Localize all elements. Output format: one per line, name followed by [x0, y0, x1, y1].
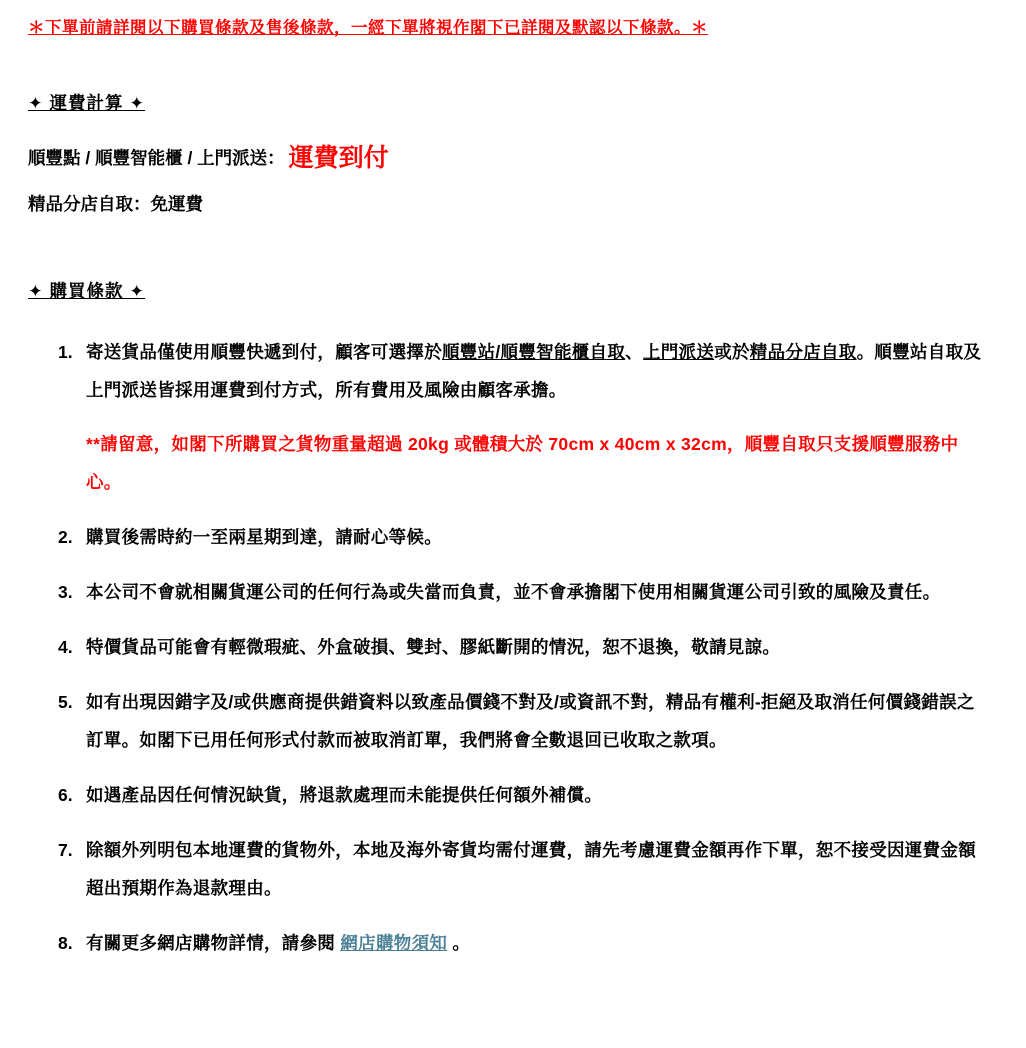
store-pickup-line: 精品分店自取：免運費 [28, 194, 203, 214]
term-4-text: 特價貨品可能會有輕微瑕疵、外盒破損、雙封、膠紙斷開的情況，恕不退換，敬請見諒。 [86, 637, 781, 657]
term-8-text [86, 924, 988, 962]
term-1-seg-0: 寄送貨品僅使用順豐快遞到付，顧客可選擇於 [86, 342, 442, 362]
shipping-section-title: ✦ 運費計算 ✦ [28, 93, 146, 113]
term-8-number: 8. [58, 933, 73, 953]
term-1-text [86, 333, 988, 409]
term-1-seg-sf-pickup: 順豐站/順豐智能櫃自取 [442, 342, 626, 362]
term-4-number: 4. [58, 637, 73, 657]
term-3-text: 本公司不會就相關貨運公司的任何行為或失當而負責，並不會承擔閣下使用相關貨運公司引致的風險及責任。 [86, 582, 941, 602]
terms-list [28, 333, 998, 962]
term-item-3 [28, 573, 998, 611]
term-4-body [86, 628, 988, 666]
term-item-7 [28, 831, 998, 907]
term-5-number: 5. [58, 692, 73, 712]
term-2-number: 2. [58, 527, 73, 547]
term-1-number: 1. [58, 342, 73, 362]
term-1-seg-home-delivery: 上門派送 [642, 342, 715, 362]
term-6-text: 如遇產品因任何情況缺貨，將退款處理而未能提供任何額外補償。 [86, 785, 603, 805]
term-item-4 [28, 628, 998, 666]
term-8-body [86, 924, 988, 962]
term-2-body [86, 518, 988, 556]
term-1-body [86, 333, 988, 501]
shipping-methods-label: 順豐點 / 順豐智能櫃 / 上門派送： [28, 148, 285, 168]
shipping-methods-line [28, 143, 998, 173]
term-item-8 [28, 924, 998, 962]
term-1-seg-4: 或於 [714, 342, 750, 362]
term-7-text: 除額外列明包本地運費的貨物外，本地及海外寄貨均需付運費，請先考慮運費金額再作下單，恕不接受因運費金額超出預期作為退款理由。 [86, 840, 976, 898]
top-notice: ＊下單前請詳閱以下購買條款及售後條款，一經下單將視作閣下已詳閱及默認以下條款。＊ [28, 19, 708, 37]
term-7-body [86, 831, 988, 907]
terms-section-title: ✦ 購買條款 ✦ [28, 281, 146, 301]
term-7-number: 7. [58, 840, 73, 860]
term-5-text: 如有出現因錯字及/或供應商提供錯資料以致產品價錢不對及/或資訊不對，精品有權利-拒絕及取消任何價錢錯誤之訂單。如閣下已用任何形式付款而被取消訂單，我們將會全數退回已收取之款項。 [86, 692, 975, 750]
term-3-number: 3. [58, 582, 73, 602]
term-6-number: 6. [58, 785, 73, 805]
term-item-6 [28, 776, 998, 814]
shop-guide-link[interactable]: 網店購物須知 [340, 933, 448, 953]
shipping-fee-collect-value: 運費到付 [288, 144, 389, 172]
term-item-1 [28, 333, 998, 501]
term-1-weight-warning: **請留意，如閣下所購買之貨物重量超過 20kg 或體積大於 70cm x 40cm x 32cm，順豐自取只支援順豐服務中心。 [86, 434, 959, 492]
term-8-seg-0: 有關更多網店購物詳情，請參閱 [86, 933, 341, 953]
term-item-2 [28, 518, 998, 556]
term-6-body [86, 776, 988, 814]
term-item-5 [28, 683, 998, 759]
term-8-seg-2: 。 [447, 933, 471, 953]
term-2-text: 購買後需時約一至兩星期到達，請耐心等候。 [86, 527, 442, 547]
term-3-body [86, 573, 988, 611]
term-5-body [86, 683, 988, 759]
term-1-seg-2: 、 [625, 342, 643, 362]
term-1-seg-store-pickup: 精品分店自取 [749, 342, 857, 362]
term-1-seg-6: 。順豐站自取及上門派送皆採用運費到付方式，所有費用及風險由顧客承擔。 [86, 342, 982, 400]
